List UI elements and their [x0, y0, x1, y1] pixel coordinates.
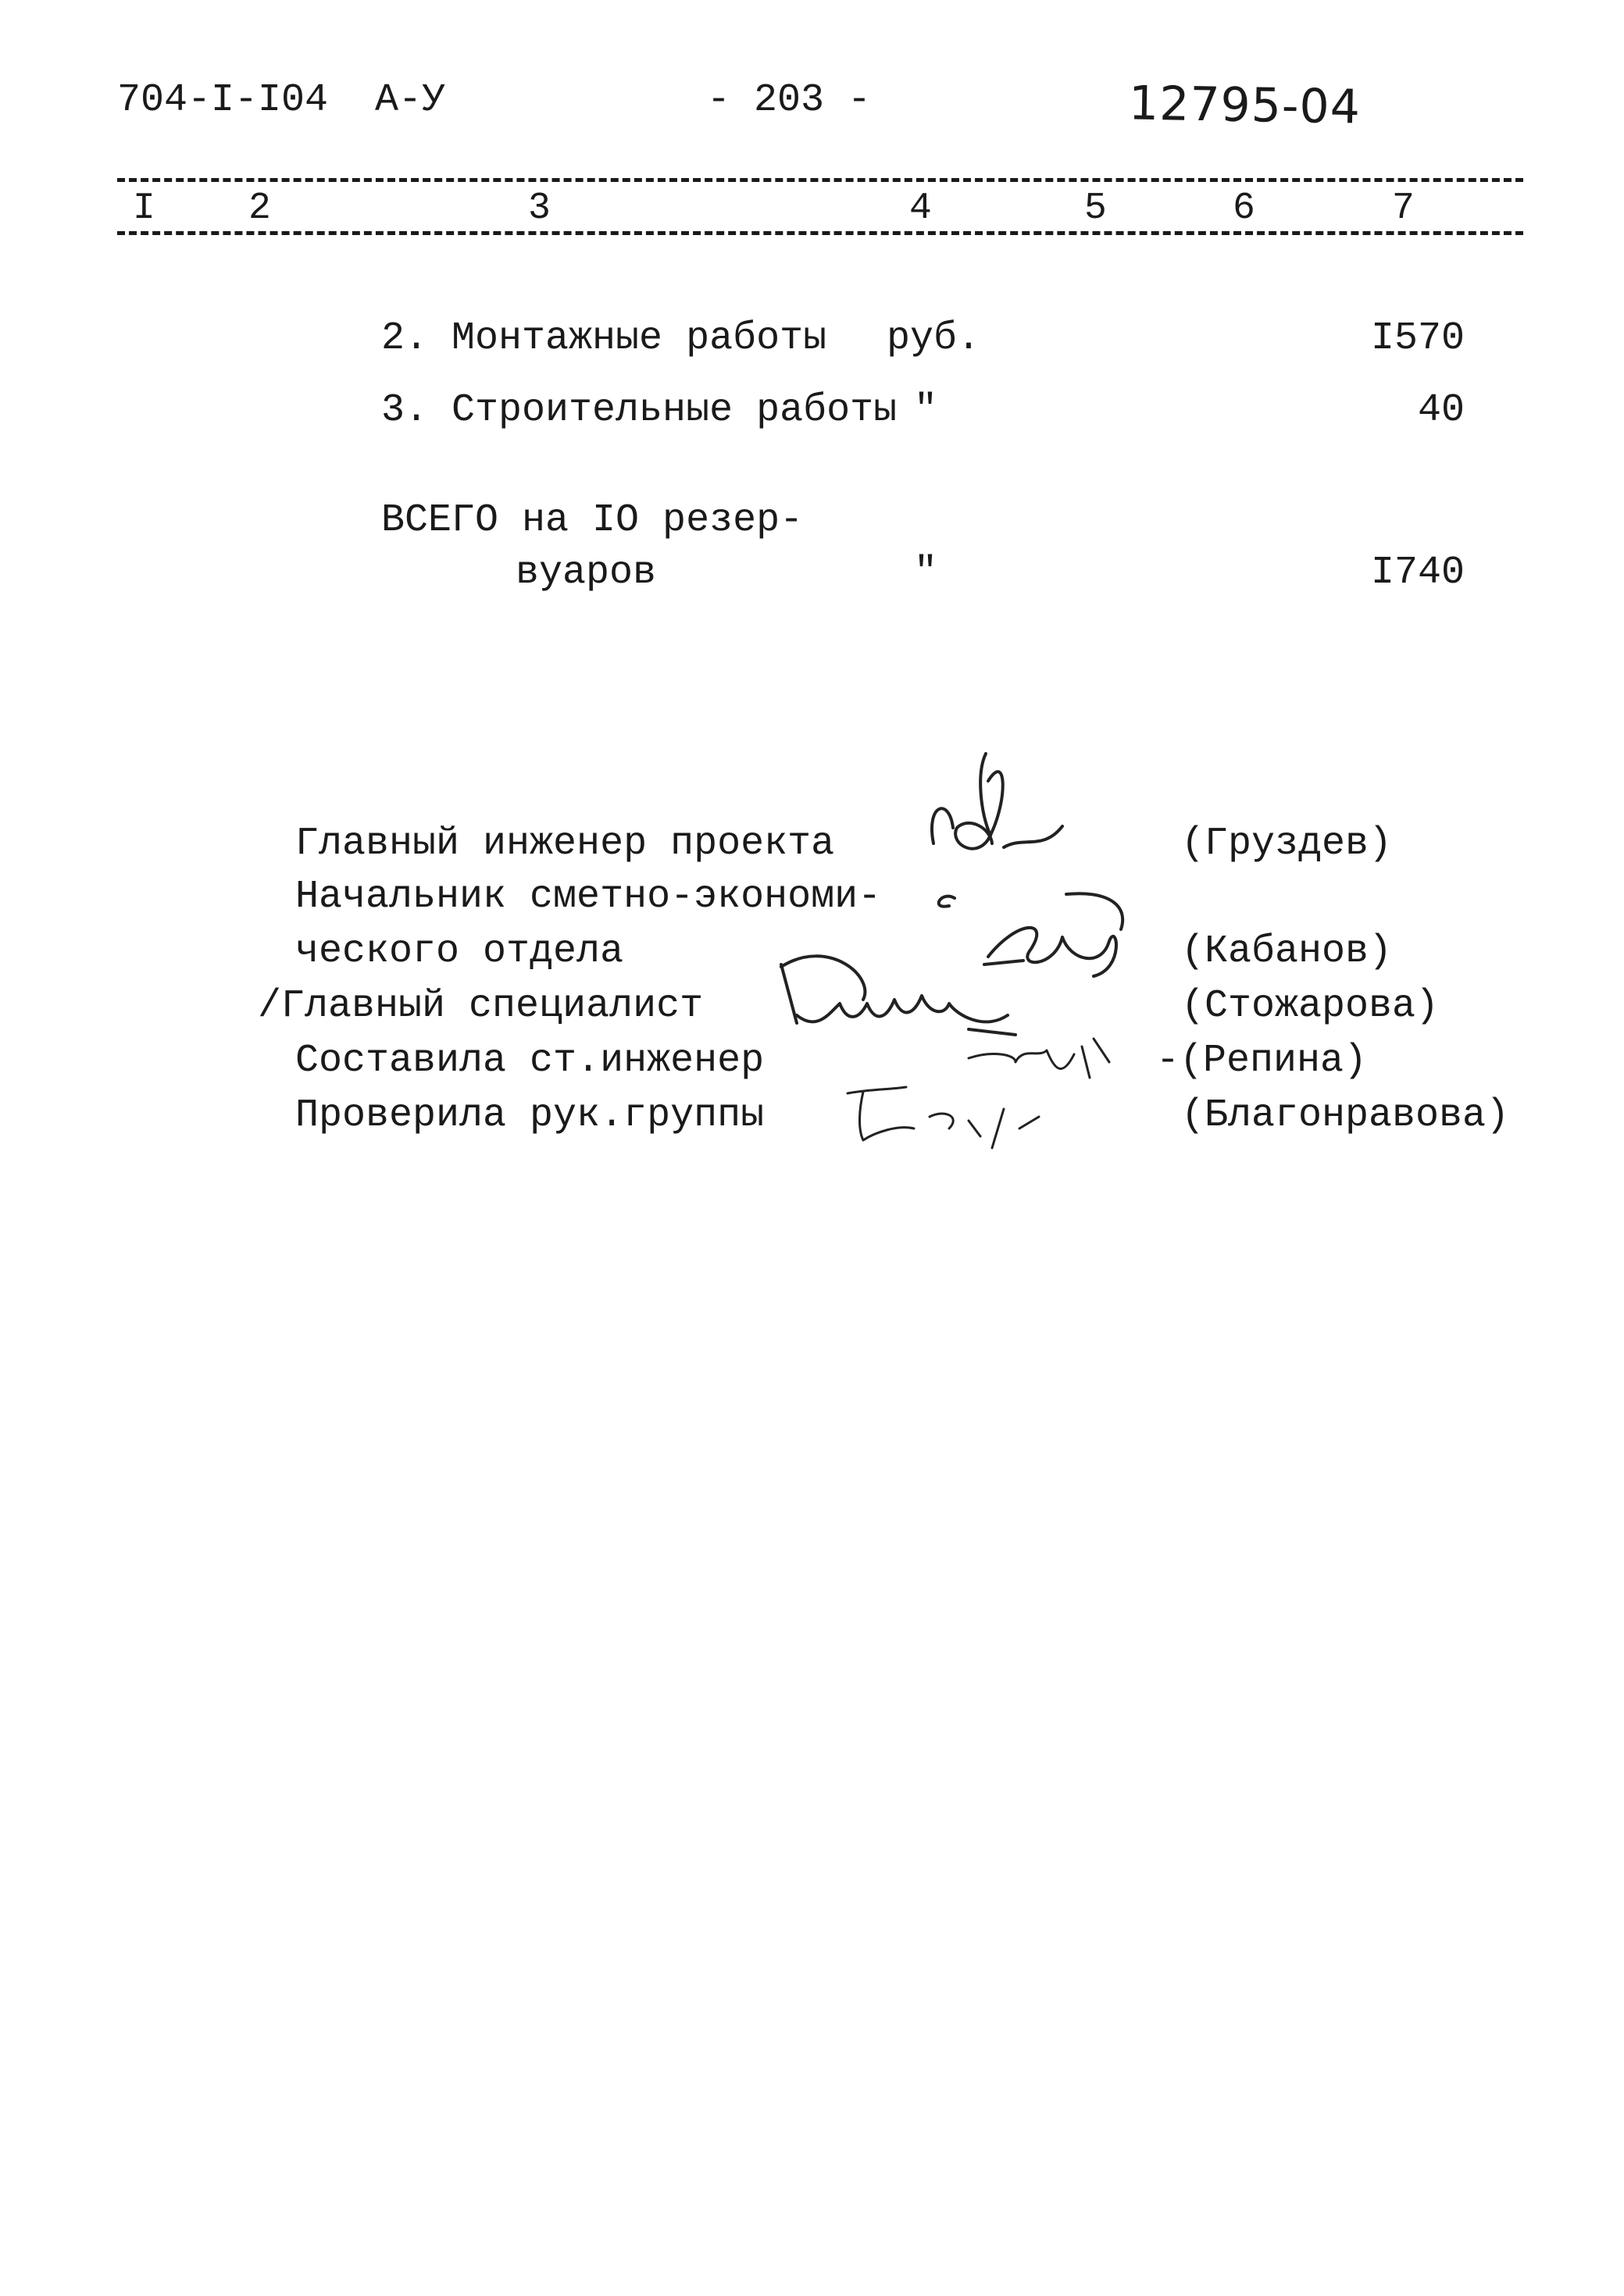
total-label-line1: ВСЕГО на IO резер-: [381, 498, 804, 543]
signatory-title-chief-engineer: Главный инженер проекта: [295, 822, 835, 866]
item-unit-construction: ": [914, 388, 938, 433]
signature-gruzdev: [932, 754, 1062, 849]
column-number-7: 7: [1392, 187, 1415, 230]
item-value-installation: I570: [1370, 316, 1465, 361]
signatory-name-gruzdev: (Груздев): [1181, 822, 1393, 866]
column-number-2: 2: [248, 187, 271, 230]
signatory-title-senior-engineer: Составила ст.инженер: [295, 1039, 765, 1083]
signatory-title-chief-specialist: /Главный специалист: [258, 984, 704, 1029]
column-number-1: I: [133, 187, 155, 230]
item-name-installation: 2. Монтажные работы: [381, 316, 827, 361]
inventory-stamp-number: 12795-04: [1128, 76, 1362, 135]
column-number-4: 4: [909, 187, 932, 230]
signature-stozharova: [781, 956, 1015, 1035]
signature-repina: [969, 1039, 1109, 1078]
total-label-line2: вуаров: [516, 551, 657, 595]
signatory-name-kabanov: (Кабанов): [1181, 929, 1393, 974]
signatory-title-department-head-line1: Начальник сметно-экономи-: [295, 875, 882, 919]
column-number-3: 3: [528, 187, 551, 230]
total-value: I740: [1370, 551, 1465, 595]
column-number-5: 5: [1084, 187, 1107, 230]
document-code: 704-I-I04 А-У: [117, 78, 446, 123]
item-unit-installation: руб.: [887, 316, 981, 361]
column-number-6: 6: [1233, 187, 1255, 230]
signature-kabanov: [939, 893, 1123, 976]
signatory-title-group-head: Проверила рук.группы: [295, 1093, 765, 1138]
total-unit: ": [914, 551, 938, 595]
signatory-title-department-head-line2: ческого отдела: [295, 929, 624, 974]
signatory-name-blagonravova: (Благонравова): [1181, 1093, 1510, 1138]
item-value-construction: 40: [1417, 388, 1465, 433]
page-number: - 203 -: [707, 78, 872, 123]
item-name-construction: 3. Строительные работы: [381, 388, 898, 433]
signature-blagonravova: [848, 1087, 1039, 1148]
signatory-name-repina: -(Репина): [1156, 1039, 1368, 1083]
signatory-name-stozharova: (Стожарова): [1181, 984, 1440, 1029]
